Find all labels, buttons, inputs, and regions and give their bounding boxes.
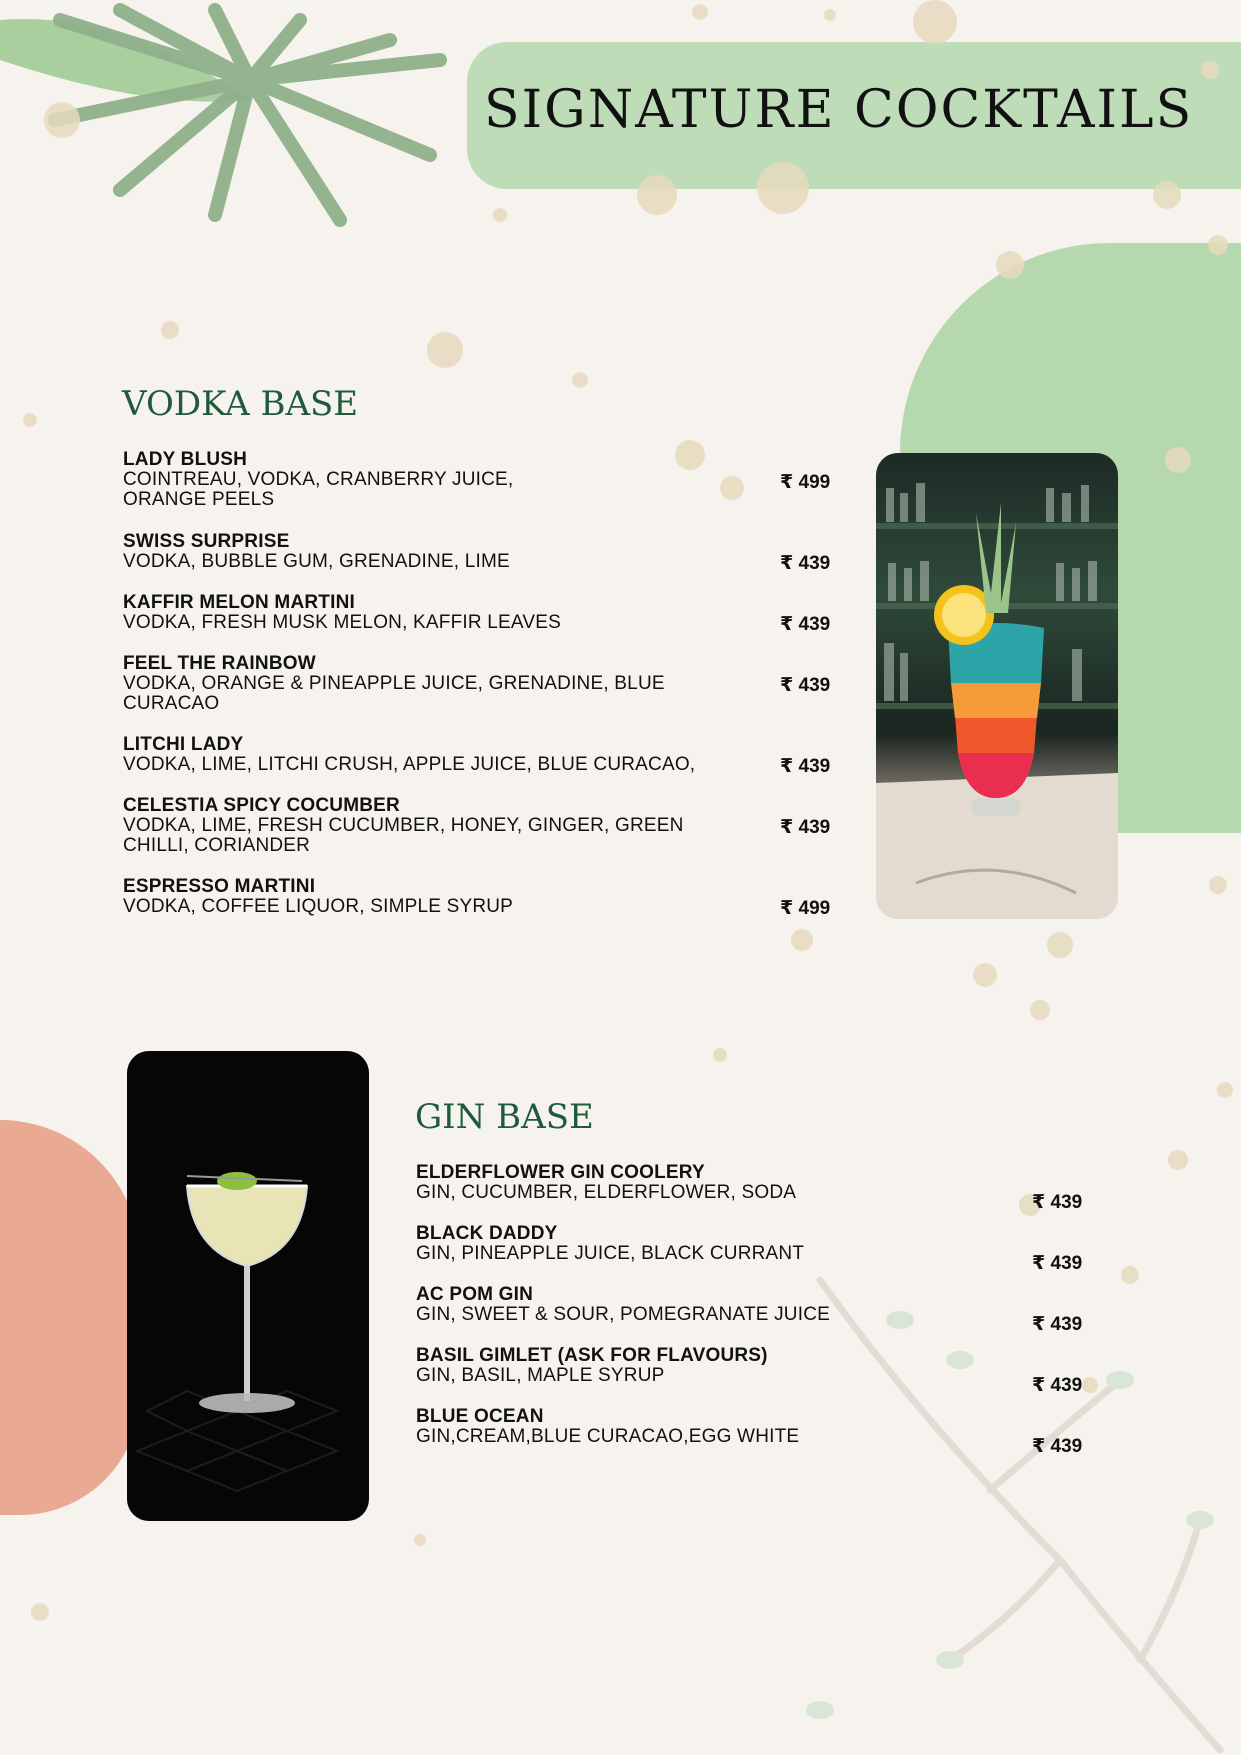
item-description: GIN, SWEET & SOUR, POMEGRANATE JUICE	[416, 1304, 830, 1325]
rainbow-cocktail-photo	[876, 453, 1118, 919]
item-description: VODKA, BUBBLE GUM, GRENADINE, LIME	[123, 551, 510, 572]
item-name: AC POM GIN	[416, 1284, 534, 1305]
item-name: ESPRESSO MARTINI	[123, 876, 316, 897]
item-price: ₹ 499	[780, 898, 831, 919]
item-price: ₹ 439	[780, 817, 831, 838]
item-price: ₹ 439	[780, 675, 831, 696]
item-description: GIN,CREAM,BLUE CURACAO,EGG WHITE	[416, 1426, 800, 1447]
vodka-section-heading: VODKA BASE	[122, 384, 359, 424]
item-description: VODKA, LIME, FRESH CUCUMBER, HONEY, GINGER, GREEN CHILLI, CORIANDER	[123, 815, 684, 856]
item-name: BLACK DADDY	[416, 1223, 558, 1244]
item-description: GIN, BASIL, MAPLE SYRUP	[416, 1365, 665, 1386]
menu-item-ac-pom-gin	[416, 1285, 976, 1325]
item-price: ₹ 439	[780, 614, 831, 635]
menu-item-kaffir-melon-martini	[123, 593, 743, 633]
item-description: GIN, PINEAPPLE JUICE, BLACK CURRANT	[416, 1243, 805, 1264]
item-description: VODKA, FRESH MUSK MELON, KAFFIR LEAVES	[123, 612, 562, 633]
rainbow-cocktail-illustration	[876, 453, 1118, 919]
menu-item-basil-gimlet	[416, 1346, 976, 1386]
martini-glass-illustration	[127, 1051, 369, 1521]
item-price: ₹ 439	[1032, 1436, 1083, 1457]
menu-item-swiss-surprise	[123, 532, 743, 572]
page-title: SIGNATURE COCKTAILS	[484, 80, 1194, 140]
item-name: BASIL GIMLET (ASK FOR FLAVOURS)	[416, 1345, 768, 1366]
menu-item-elderflower-gin-coolery	[416, 1163, 976, 1203]
menu-item-blue-ocean	[416, 1407, 976, 1447]
item-price: ₹ 439	[780, 756, 831, 777]
item-name: LITCHI LADY	[123, 734, 244, 755]
item-price: ₹ 439	[780, 553, 831, 574]
martini-glass-photo	[127, 1051, 369, 1521]
item-price: ₹ 499	[780, 472, 831, 493]
item-description: COINTREAU, VODKA, CRANBERRY JUICE, ORANGE PEELS	[123, 469, 514, 510]
item-name: BLUE OCEAN	[416, 1406, 544, 1427]
item-description: VODKA, COFFEE LIQUOR, SIMPLE SYRUP	[123, 896, 514, 917]
menu-item-espresso-martini	[123, 877, 743, 917]
item-price: ₹ 439	[1032, 1253, 1083, 1274]
menu-item-black-daddy	[416, 1224, 976, 1264]
item-description: VODKA, LIME, LITCHI CRUSH, APPLE JUICE, BLUE CURACAO,	[123, 754, 696, 775]
item-name: LADY BLUSH	[123, 449, 248, 470]
item-name: ELDERFLOWER GIN COOLERY	[416, 1162, 705, 1183]
item-description: GIN, CUCUMBER, ELDERFLOWER, SODA	[416, 1182, 797, 1203]
menu-item-feel-the-rainbow	[123, 654, 743, 714]
item-price: ₹ 439	[1032, 1375, 1083, 1396]
item-description: VODKA, ORANGE & PINEAPPLE JUICE, GRENADINE, BLUE CURACAO	[123, 673, 665, 714]
item-name: FEEL THE RAINBOW	[123, 653, 316, 674]
menu-item-celestia-spicy-cocumber	[123, 796, 743, 856]
item-price: ₹ 439	[1032, 1314, 1083, 1335]
item-price: ₹ 439	[1032, 1192, 1083, 1213]
menu-item-lady-blush	[123, 450, 743, 510]
item-name: CELESTIA SPICY COCUMBER	[123, 795, 400, 816]
item-name: SWISS SURPRISE	[123, 531, 290, 552]
item-name: KAFFIR MELON MARTINI	[123, 592, 355, 613]
gin-section-heading: GIN BASE	[415, 1097, 594, 1137]
menu-item-litchi-lady	[123, 735, 763, 775]
